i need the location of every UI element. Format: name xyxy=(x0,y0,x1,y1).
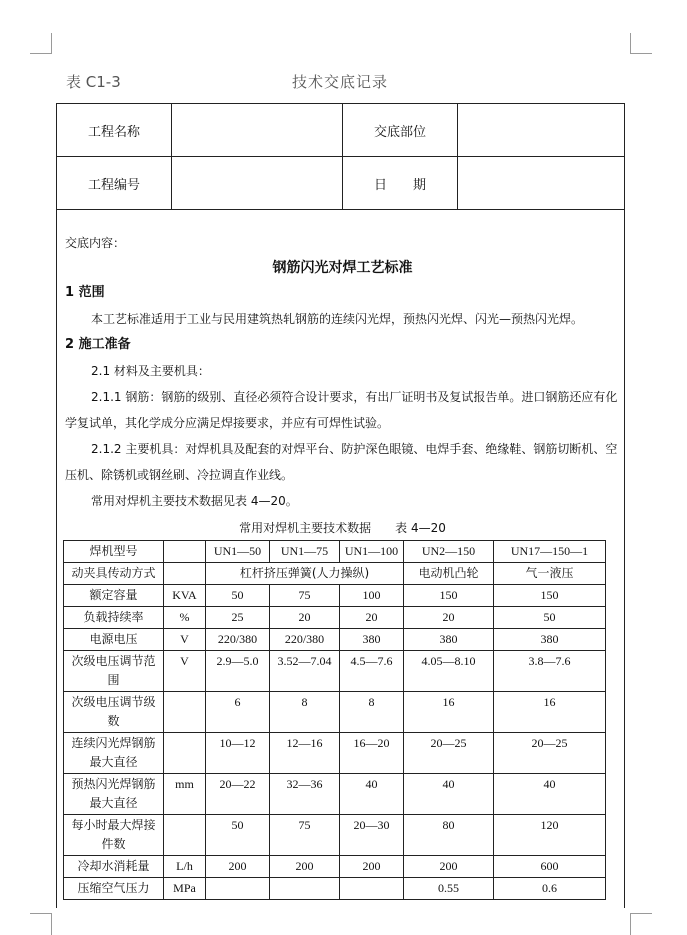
row-label: 负载持续率 xyxy=(64,607,164,629)
value-cell: 2.9—5.0 xyxy=(206,651,270,692)
value-cell: 380 xyxy=(404,629,494,651)
section-1-title: 1 范围 xyxy=(65,285,105,300)
table-row xyxy=(64,815,606,856)
value-cell: 0.55 xyxy=(404,878,494,900)
handover-location-label: 交底部位 xyxy=(343,104,458,157)
crop-mark-bottom-right-v xyxy=(630,913,631,935)
header-cell: UN1—75 xyxy=(270,541,340,563)
value-cell: 8 xyxy=(270,692,340,733)
crop-mark-top-left-v xyxy=(51,33,52,54)
date-label: 日 期 xyxy=(343,157,458,210)
value-cell: 200 xyxy=(340,856,404,878)
value-cell: 8 xyxy=(340,692,404,733)
row-label: 动夹具传动方式 xyxy=(64,563,164,585)
handover-location-value[interactable] xyxy=(458,104,625,157)
crop-mark-bottom-right-h xyxy=(630,913,652,914)
value-cell: 20—22 xyxy=(206,774,270,815)
crop-mark-top-right-v xyxy=(630,33,631,54)
unit-cell xyxy=(164,815,206,856)
value-cell: 3.52—7.04 xyxy=(270,651,340,692)
value-cell: 380 xyxy=(494,629,606,651)
row-label: 连续闪光焊钢筋最大直径 xyxy=(64,733,164,774)
table-row-drive xyxy=(64,563,606,585)
value-cell: 40 xyxy=(494,774,606,815)
header-cell: UN17—150—1 xyxy=(494,541,606,563)
value-cell: 80 xyxy=(404,815,494,856)
header-cell: 焊机型号 xyxy=(64,541,164,563)
value-cell: 32—36 xyxy=(270,774,340,815)
table-row xyxy=(64,774,606,815)
value-cell: 40 xyxy=(340,774,404,815)
row-label: 每小时最大焊接件数 xyxy=(64,815,164,856)
spec-table-body xyxy=(64,585,606,900)
value-cell: 4.05—8.10 xyxy=(404,651,494,692)
value-cell: 10—12 xyxy=(206,733,270,774)
project-name-label: 工程名称 xyxy=(57,104,172,157)
table-row xyxy=(64,856,606,878)
table-row xyxy=(64,733,606,774)
drive-group-cell: 杠杆挤压弹簧(人力操纵) xyxy=(206,563,404,585)
project-name-value[interactable] xyxy=(172,104,343,157)
value-cell xyxy=(340,878,404,900)
crop-mark-top-left-h xyxy=(30,53,52,54)
row-label: 冷却水消耗量 xyxy=(64,856,164,878)
table-row xyxy=(64,607,606,629)
value-cell xyxy=(270,878,340,900)
value-cell: 200 xyxy=(404,856,494,878)
table-row xyxy=(64,651,606,692)
project-info-table xyxy=(57,104,624,210)
drive-cell: 气一液压 xyxy=(494,563,606,585)
value-cell: 50 xyxy=(494,607,606,629)
para-2-1: 2.1 材料及主要机具： xyxy=(91,364,210,378)
row-label: 电源电压 xyxy=(64,629,164,651)
project-number-label: 工程编号 xyxy=(57,157,172,210)
record-frame xyxy=(56,103,625,908)
crop-mark-top-right-h xyxy=(630,53,652,54)
value-cell: 220/380 xyxy=(270,629,340,651)
welder-spec-table xyxy=(63,540,606,900)
unit-cell: V xyxy=(164,629,206,651)
value-cell: 380 xyxy=(340,629,404,651)
value-cell: 20 xyxy=(404,607,494,629)
header-cell xyxy=(164,541,206,563)
value-cell: 12—16 xyxy=(270,733,340,774)
row-label: 次级电压调节级数 xyxy=(64,692,164,733)
header-cell: UN2—150 xyxy=(404,541,494,563)
crop-mark-bottom-left-v xyxy=(51,913,52,935)
value-cell: 50 xyxy=(206,585,270,607)
value-cell: 120 xyxy=(494,815,606,856)
value-cell: 220/380 xyxy=(206,629,270,651)
row-label: 额定容量 xyxy=(64,585,164,607)
para-2-1-2: 2.1.2 主要机具：对焊机具及配套的对焊平台、防护深色眼镜、电焊手套、绝缘鞋、钢筋切断机、空压机、除锈机或钢丝刷、冷拉调直作业线。 xyxy=(65,442,618,482)
value-cell: 75 xyxy=(270,815,340,856)
para-common-welders: 常用对焊机主要技术数据见表 4—20。 xyxy=(91,494,298,508)
value-cell: 50 xyxy=(206,815,270,856)
value-cell: 150 xyxy=(494,585,606,607)
value-cell: 20—30 xyxy=(340,815,404,856)
crop-mark-bottom-left-h xyxy=(30,913,52,914)
value-cell: 4.5—7.6 xyxy=(340,651,404,692)
value-cell: 16 xyxy=(404,692,494,733)
table-row xyxy=(64,629,606,651)
unit-cell: V xyxy=(164,651,206,692)
unit-cell xyxy=(164,563,206,585)
header-cell: UN1—100 xyxy=(340,541,404,563)
unit-cell: L/h xyxy=(164,856,206,878)
table-row xyxy=(64,692,606,733)
value-cell: 20 xyxy=(270,607,340,629)
row-label: 压缩空气压力 xyxy=(64,878,164,900)
header-cell: UN1—50 xyxy=(206,541,270,563)
table-header-row xyxy=(64,541,606,563)
unit-cell xyxy=(164,733,206,774)
value-cell: 150 xyxy=(404,585,494,607)
form-title: 技术交底记录 xyxy=(292,73,389,91)
value-cell: 6 xyxy=(206,692,270,733)
document-title: 钢筋闪光对焊工艺标准 xyxy=(272,260,413,276)
value-cell: 0.6 xyxy=(494,878,606,900)
unit-cell: MPa xyxy=(164,878,206,900)
table-row xyxy=(64,585,606,607)
row-label: 次级电压调节范围 xyxy=(64,651,164,692)
intro-label: 交底内容： xyxy=(65,236,126,250)
section-2-title: 2 施工准备 xyxy=(65,337,131,352)
value-cell: 20 xyxy=(340,607,404,629)
value-cell: 16—20 xyxy=(340,733,404,774)
value-cell: 200 xyxy=(206,856,270,878)
unit-cell xyxy=(164,692,206,733)
value-cell: 40 xyxy=(404,774,494,815)
value-cell: 20—25 xyxy=(404,733,494,774)
table-caption: 常用对焊机主要技术数据 表 4—20 xyxy=(239,521,446,535)
table-row xyxy=(64,878,606,900)
value-cell: 25 xyxy=(206,607,270,629)
value-cell: 16 xyxy=(494,692,606,733)
value-cell: 3.8—7.6 xyxy=(494,651,606,692)
value-cell: 20—25 xyxy=(494,733,606,774)
value-cell: 75 xyxy=(270,585,340,607)
unit-cell: % xyxy=(164,607,206,629)
date-value[interactable] xyxy=(458,157,625,210)
para-2-1-1: 2.1.1 钢筋：钢筋的级别、直径必须符合设计要求，有出厂证明书及复试报告单。进口钢筋还应有化学复试单，其化学成分应满足焊接要求，并应有可焊性试验。 xyxy=(65,390,618,430)
value-cell: 100 xyxy=(340,585,404,607)
section-1-text: 本工艺标准适用于工业与民用建筑热轧钢筋的连续闪光焊，预热闪光焊、闪光—预热闪光焊。 xyxy=(91,312,584,326)
row-label: 预热闪光焊钢筋最大直径 xyxy=(64,774,164,815)
unit-cell: mm xyxy=(164,774,206,815)
value-cell: 600 xyxy=(494,856,606,878)
unit-cell: KVA xyxy=(164,585,206,607)
drive-cell: 电动机凸轮 xyxy=(404,563,494,585)
value-cell: 200 xyxy=(270,856,340,878)
value-cell xyxy=(206,878,270,900)
form-code: 表 C1-3 xyxy=(66,73,121,91)
project-number-value[interactable] xyxy=(172,157,343,210)
handover-content xyxy=(65,230,620,900)
